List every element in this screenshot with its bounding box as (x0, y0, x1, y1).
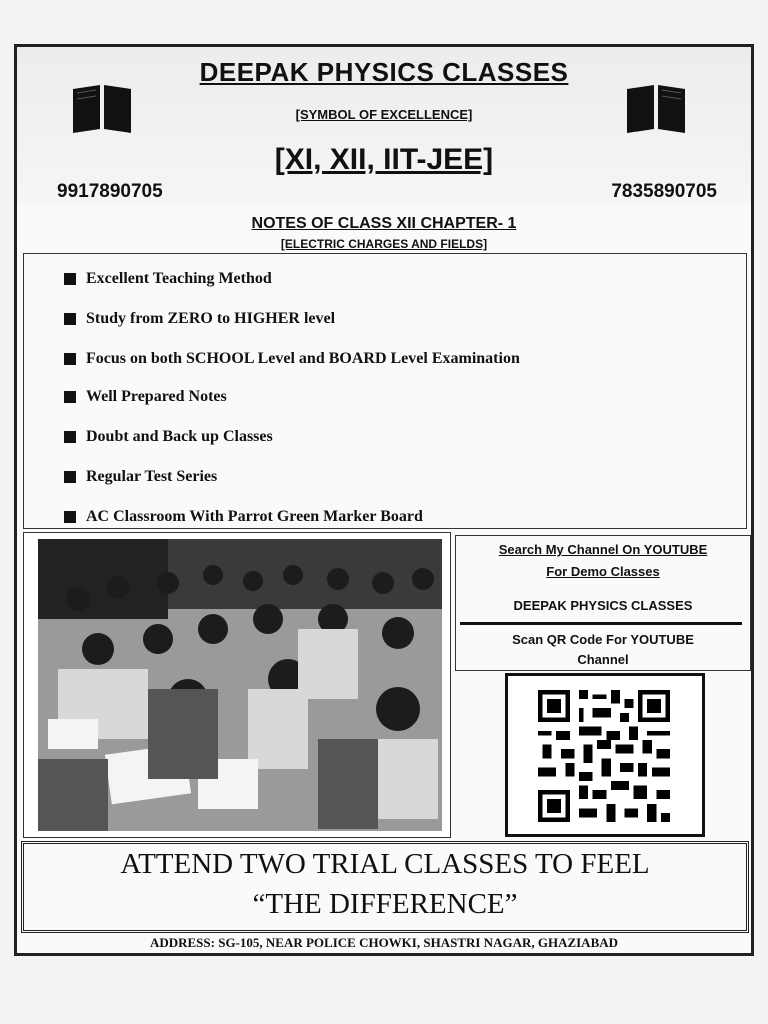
feature-item: Focus on both SCHOOL Level and BOARD Level Examination (64, 350, 520, 368)
feature-item: Regular Test Series (64, 468, 217, 486)
feature-item: Well Prepared Notes (64, 388, 227, 406)
features-list (23, 253, 747, 529)
youtube-search-text: Search My Channel On YOUTUBE (498, 542, 708, 557)
course-list: [XI, XII, IIT-JEE] (274, 143, 494, 176)
address: ADDRESS: SG-105, NEAR POLICE CHOWKI, SHASTRI NAGAR, GHAZIABAD (149, 935, 619, 950)
square-bullet-icon (64, 353, 76, 365)
youtube-info-box (455, 535, 751, 671)
square-bullet-icon (64, 391, 76, 403)
square-bullet-icon (64, 313, 76, 325)
phone-number-right: 7835890705 (611, 181, 717, 202)
flyer (14, 44, 754, 956)
channel-name: DEEPAK PHYSICS CLASSES (513, 598, 693, 613)
square-bullet-icon (64, 471, 76, 483)
scan-qr-text: Scan QR Code For YOUTUBE (512, 632, 694, 647)
square-bullet-icon (64, 431, 76, 443)
square-bullet-icon (64, 273, 76, 285)
trial-classes-banner (21, 841, 749, 933)
feature-item: Excellent Teaching Method (64, 270, 272, 288)
scan-qr-text-channel: Channel (577, 652, 629, 667)
square-bullet-icon (64, 511, 76, 523)
cta-line-2: “THE DIFFERENCE” (252, 888, 518, 920)
phone-number-left: 9917890705 (57, 181, 163, 202)
qr-code-icon (530, 690, 678, 822)
divider (460, 622, 742, 625)
tagline: [SYMBOL OF EXCELLENCE] (295, 107, 473, 122)
chapter-heading: NOTES OF CLASS XII CHAPTER- 1 (251, 215, 517, 232)
topic-heading: [ELECTRIC CHARGES AND FIELDS] (280, 237, 488, 251)
qr-code-frame (505, 673, 705, 837)
feature-item: Study from ZERO to HIGHER level (64, 310, 335, 328)
feature-item: Doubt and Back up Classes (64, 428, 273, 446)
classroom-photo-frame (23, 532, 451, 838)
institute-title: DEEPAK PHYSICS CLASSES (199, 57, 569, 87)
cta-line-1: ATTEND TWO TRIAL CLASSES TO FEEL (120, 848, 650, 880)
classroom-photo (38, 539, 442, 831)
demo-classes-text: For Demo Classes (546, 564, 660, 579)
feature-item: AC Classroom With Parrot Green Marker Board (64, 508, 423, 526)
